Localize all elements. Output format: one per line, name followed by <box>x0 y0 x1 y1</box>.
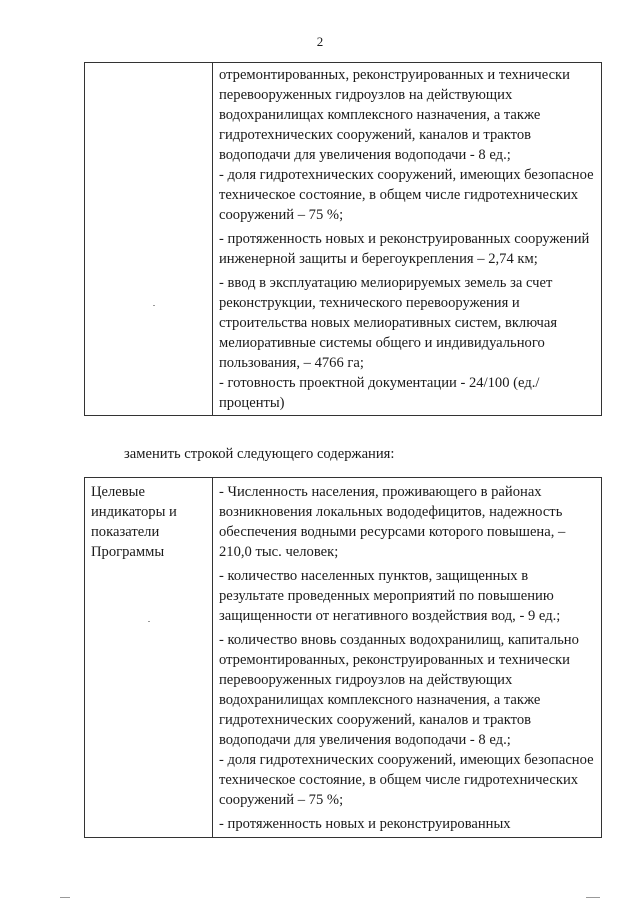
passport-table-old <box>84 62 602 416</box>
replacement-instruction: заменить строкой следующего содержания: <box>124 446 395 462</box>
scan-speck <box>586 897 600 898</box>
indicator-paragraph: - доля гидротехнических сооружений, имеющих безопасное техническое состояние, в общем числе гидротехнических сооружений – 75 %; <box>219 167 594 223</box>
indicator-paragraph: - протяженность новых и реконструированных сооружений инженерной защиты и берегоукрепления – 2,74 км; <box>219 231 590 267</box>
row-content-cell <box>213 478 602 838</box>
indicator-paragraph: - протяженность новых и реконструированных <box>219 816 511 832</box>
scan-speck <box>148 621 150 622</box>
indicator-paragraph: - количество населенных пунктов, защищенных в результате проведенных мероприятий по повышению защищенности от негативного воздействия вод, - 9 ед.; <box>219 568 561 624</box>
table-row <box>85 478 602 838</box>
row-content-cell <box>213 63 602 416</box>
passport-table-new <box>84 477 602 838</box>
indicator-paragraph: - Численность населения, проживающего в районах возникновения локальных вододефицитов, надежность обеспечения водными ресурсами которого повышена, – 210,0 тыс. человек; <box>219 484 566 560</box>
page-number: 2 <box>316 34 324 49</box>
indicator-paragraph: - ввод в эксплуатацию мелиорируемых земель за счет реконструкции, технического перевооружения и строительства новых мелиоративных систем, включая мелиоративные системы общего и индивидуального пользования, – 4766 га; <box>219 275 558 371</box>
indicator-paragraph: отремонтированных, реконструированных и технически перевооруженных гидроузлов на действующих водохранилищах комплексного назначения, а также гидротехнических сооружений, каналов и трактов водоподачи для увеличения водоподачи - 8 ед.; <box>219 67 570 163</box>
indicator-paragraph: - готовность проектной документации - 24/100 (ед./проценты) <box>219 375 540 411</box>
table-row <box>85 63 602 416</box>
row-label-cell <box>85 63 213 416</box>
indicator-paragraph: - доля гидротехнических сооружений, имеющих безопасное техническое состояние, в общем числе гидротехнических сооружений – 75 %; <box>219 752 594 808</box>
scan-speck <box>153 305 155 306</box>
row-label-cell: Целевые индикаторы и показатели Программы <box>85 478 213 838</box>
scan-speck <box>60 897 70 898</box>
indicator-paragraph: - количество вновь созданных водохранилищ, капитально отремонтированных, реконструированных и технически перевооруженных гидроузлов на действующих водохранилищах комплексного назначения, а также гидротехнических сооружений, каналов и трактов водоподачи для увеличения водоподачи - 8 ед.; <box>219 632 579 748</box>
